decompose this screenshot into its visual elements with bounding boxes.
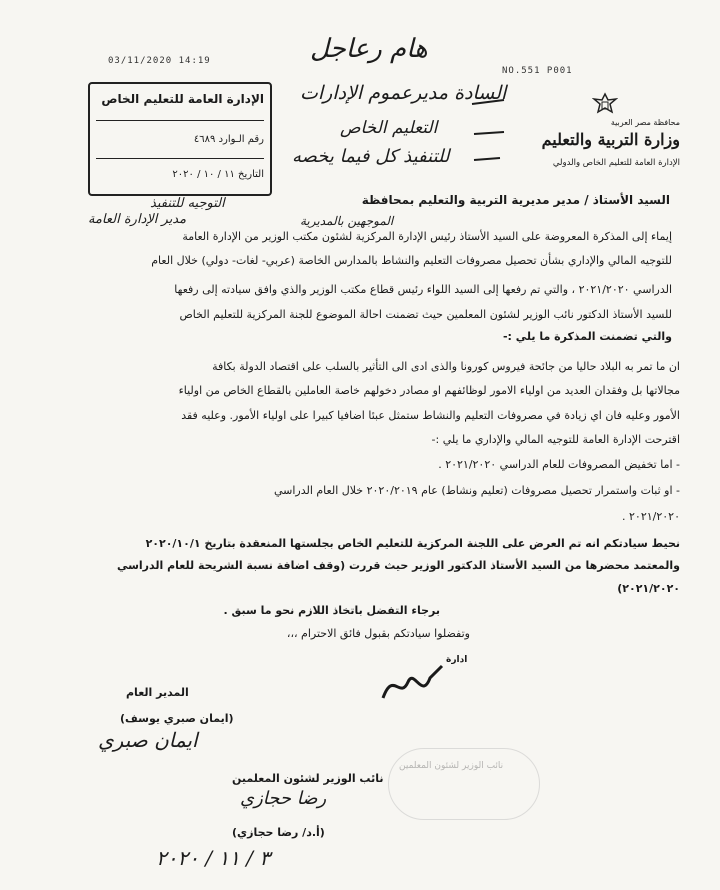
memo-line: الأمور وعليه فان اي زيادة في مصروفات التعليم والنشاط ستمثل عبئا اضافيا كبيرا على اولياء الأمور. وعليه فقد [181,409,680,422]
handwritten-date: ٣ / ١١ / ٢٠٢٠ [156,846,271,870]
stamp-title: الإدارة العامة للتعليم الخاص [101,92,264,106]
fax-timestamp: 03/11/2020 14:19 [108,56,211,66]
proposal-item: - اما تخفيض المصروفات للعام الدراسي ٢٠٢١/٢٠٢٠ . [438,458,680,471]
fax-page-number: NO.551 P001 [502,66,573,76]
closing-regards: وتفضلوا سيادتكم بقبول فائق الاحترام ،،، [286,627,470,640]
handwritten-urgent: هام رعاجل [310,34,428,64]
deputy-name: (أ.د/ رضا حجازي) [232,826,325,839]
handwritten-private-edu: التعليم الخاص [340,118,438,138]
memo-line: ان ما تمر به البلاد حاليا من جائحة فيروس كورونا والذى ادى الى التأثير بالسلب على اقتصاد الدولة بكافة [212,360,680,373]
proposal-item: ٢٠٢١/٢٠٢٠ . [622,510,680,523]
stamp-number: رقم الـوارد ٤٦٨٩ [193,134,264,145]
idara-label: ادارة [446,655,468,665]
proposal-item: - او ثبات واستمرار تحصيل مصروفات (تعليم ونشاط) عام ٢٠٢٠/٢٠١٩ خلال العام الدراسي [273,484,680,497]
stamp-date: التاريخ ١١ / ١٠ / ٢٠٢٠ [172,169,264,180]
handwritten-execute: للتنفيذ كل فيما يخصه [292,146,450,167]
body-line: للتوجيه المالي والإداري بشأن تحصيل مصروفات التعليم والنشاط بالمدارس الخاصة (عربي- لغات- دولي) خلال العام [151,254,672,267]
director-signature: ايمان صبري [98,728,198,752]
deputy-title: نائب الوزير لشئون المعلمين [232,772,384,785]
handwritten-to-directors: السادة مديرعموم الإدارات [300,82,507,104]
handwritten-supervisors: الموجهين بالمديرية [300,214,394,228]
handwritten-general-admin: مدير الإدارة العامة [88,212,187,227]
handwritten-dashes [470,90,510,170]
eagle-emblem-icon [592,92,618,118]
addressee: السيد الأستاذ / مدير مديرية التربية والتعليم بمحافظة [361,193,670,207]
logo-ministry: وزارة التربية والتعليم [541,130,680,149]
ministry-logo [530,92,680,182]
logo-country: محافظة مصر العربية [610,118,680,127]
director-name: (ايمان صبري يوسف) [120,712,234,725]
director-title: المدير العام [126,686,189,699]
seal-text: نائب الوزير لشئون المعلمين [399,761,504,771]
memo-line: مجالاتها بل وفقدان العديد من اولياء الامور لوظائفهم او مصادر دخولهم خاصة العاملين بالقطاع الخاص من اولياء [178,384,680,397]
closing-action: برجاء التفضل باتخاذ اللازم نحو ما سبق . [223,604,440,617]
decision-line: نحيط سيادتكم انه تم العرض على اللجنة المركزية للتعليم الخاص بجلستها المنعقدة بتاريخ ٢٠٢٠/١٠/١ [145,537,680,550]
body-line: إيماء إلى المذكرة المعروضة على السيد الأستاذ رئيس الإدارة المركزية لشئون مكتب الوزير من الإدارة العامة [182,230,672,243]
stamp-divider [96,158,264,159]
body-line: الدراسي ٢٠٢١/٢٠٢٠ ، والتي تم رفعها إلى السيد اللواء رئيس قطاع مكتب الوزير والذي وافق سيادته إلى رفعها [174,283,672,296]
decision-line: ٢٠٢١/٢٠٢٠) [617,582,680,595]
handwritten-direction: التوجيه للتنفيذ [150,196,225,211]
memo-intro: والتي تضمنت المذكرة ما يلي :- [502,330,672,343]
memo-line: اقترحت الإدارة العامة للتوجيه المالي والإداري ما يلي :- [431,433,680,446]
logo-department: الإدارة العامة للتعليم الخاص والدولي [552,158,680,168]
idara-signature-icon [378,660,448,710]
department-stamp [88,82,272,196]
body-line: للسيد الأستاذ الدكتور نائب الوزير لشئون المعلمين حيث تضمنت احالة الموضوع للجنة المركزية للتعليم الخاص [179,308,672,321]
stamp-divider [96,120,264,121]
deputy-signature: رضا حجازي [240,788,327,809]
official-seal [388,748,540,820]
decision-line: والمعتمد محضرها من السيد الأستاذ الدكتور الوزير حيث قررت (وقف اضافة نسبة الشريحة للعام الدراسي [116,559,680,572]
